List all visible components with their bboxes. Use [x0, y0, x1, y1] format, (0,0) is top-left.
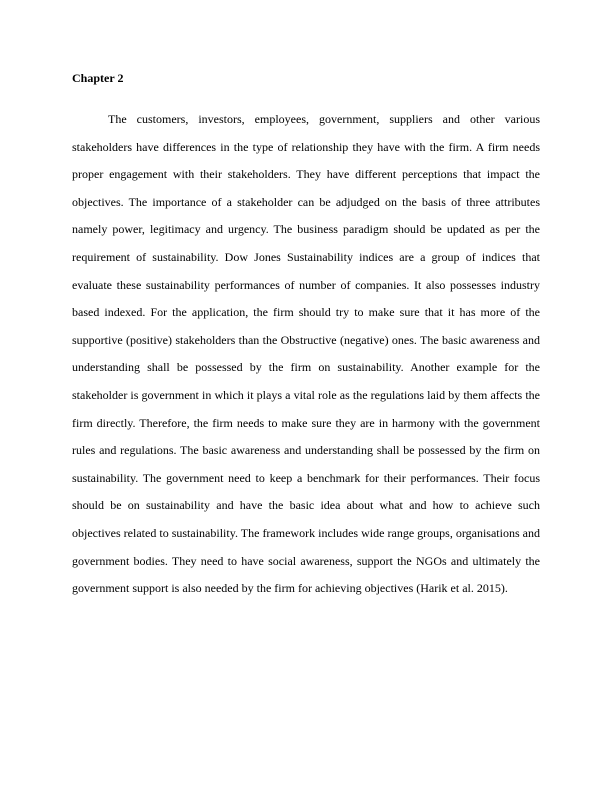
- body-paragraph: The customers, investors, employees, government, suppliers and other various stakeholders have differences in the type of relationship they have with the firm. A firm needs proper engagement with their stakeholders. They have different perceptions that impact the objectives. The importance of a stakeholder can be adjudged on the basis of three attributes namely power, legitimacy and urgency. The business paradigm should be updated as per the requirement of sustainability. Dow Jones Sustainability indices are a group of indices that evaluate these sustainability performances of number of companies. It also possesses industry based indexed. For the application, the firm should try to make sure that it has more of the supportive (positive) stakeholders than the Obstructive (negative) ones. The basic awareness and understanding shall be possessed by the firm on sustainability. Another example for the stakeholder is government in which it plays a vital role as the regulations laid by them affects the firm directly. Therefore, the firm needs to make sure they are in harmony with the government rules and regulations. The basic awareness and understanding shall be possessed by the firm on sustainability. The government need to keep a benchmark for their performances. Their focus should be on sustainability and have the basic idea about what and how to achieve such objectives related to sustainability. The framework includes wide range groups, organisations and government bodies. They need to have social awareness, support the NGOs and ultimately the government support is also needed by the firm for achieving objectives (Harik et al. 2015).: [72, 112, 540, 596]
- chapter-heading: Chapter 2: [72, 71, 124, 85]
